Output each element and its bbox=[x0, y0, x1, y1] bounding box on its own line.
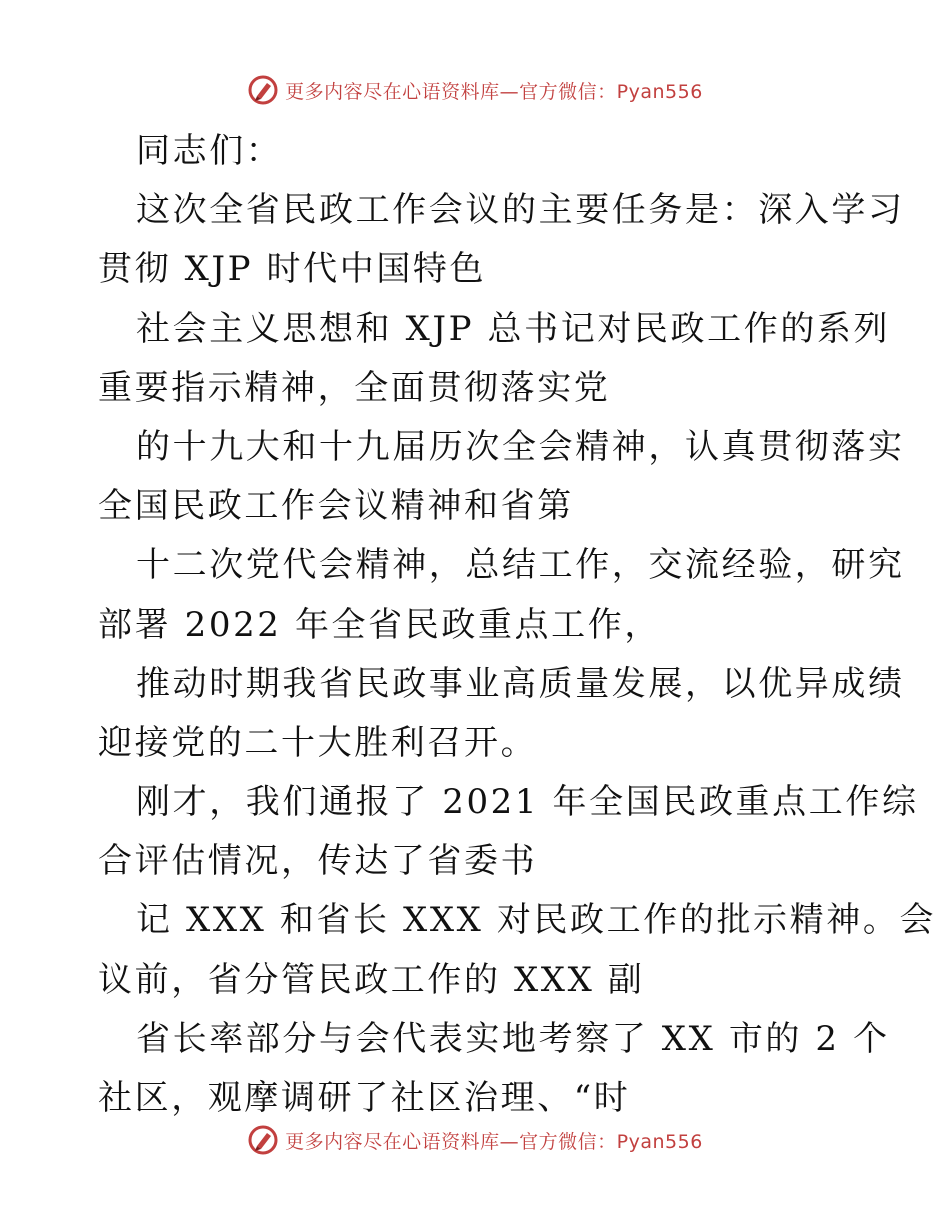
footer-banner-text: 更多内容尽在心语资料库—官方微信：Pyan556 bbox=[285, 1130, 703, 1153]
header-banner bbox=[0, 70, 950, 110]
body-line: 社区，观摩调研了社区治理、“时 bbox=[98, 1078, 631, 1118]
body-line: 议前，省分管民政工作的 XXX 副 bbox=[98, 959, 645, 1000]
body-line: 推动时期我省民政事业高质量发展，以优异成绩 bbox=[136, 663, 905, 704]
body-line: 十二次党代会精神，总结工作，交流经验，研究 bbox=[136, 545, 905, 586]
header-banner-text: 更多内容尽在心语资料库—官方微信：Pyan556 bbox=[285, 80, 703, 103]
pen-nib-logo-icon bbox=[247, 74, 279, 106]
body-line: 的十九大和十九届历次全会精神，认真贯彻落实 bbox=[136, 426, 905, 467]
body-line: 这次全省民政工作会议的主要任务是：深入学习 bbox=[136, 190, 905, 231]
body-line: 刚才，我们通报了 2021 年全国民政重点工作综 bbox=[136, 782, 919, 823]
body-line: 记 XXX 和省长 XXX 对民政工作的批示精神。会 bbox=[136, 900, 937, 941]
body-line: 全国民政工作会议精神和省第 bbox=[98, 486, 574, 527]
body-line: 迎接党的二十大胜利召开。 bbox=[98, 722, 538, 763]
body-line: 同志们： bbox=[136, 131, 283, 171]
pen-nib-logo-icon bbox=[247, 1124, 279, 1156]
body-line: 重要指示精神，全面贯彻落实党 bbox=[98, 367, 611, 408]
document-body bbox=[98, 122, 937, 1128]
body-line: 省长率部分与会代表实地考察了 XX 市的 2 个 bbox=[136, 1018, 890, 1059]
body-line: 合评估情况，传达了省委书 bbox=[98, 841, 538, 882]
body-line: 社会主义思想和 XJP 总书记对民政工作的系列 bbox=[136, 308, 891, 349]
body-line: 部署 2022 年全省民政重点工作， bbox=[98, 604, 661, 645]
footer-banner bbox=[0, 1120, 950, 1160]
body-line: 贯彻 XJP 时代中国特色 bbox=[98, 249, 487, 290]
